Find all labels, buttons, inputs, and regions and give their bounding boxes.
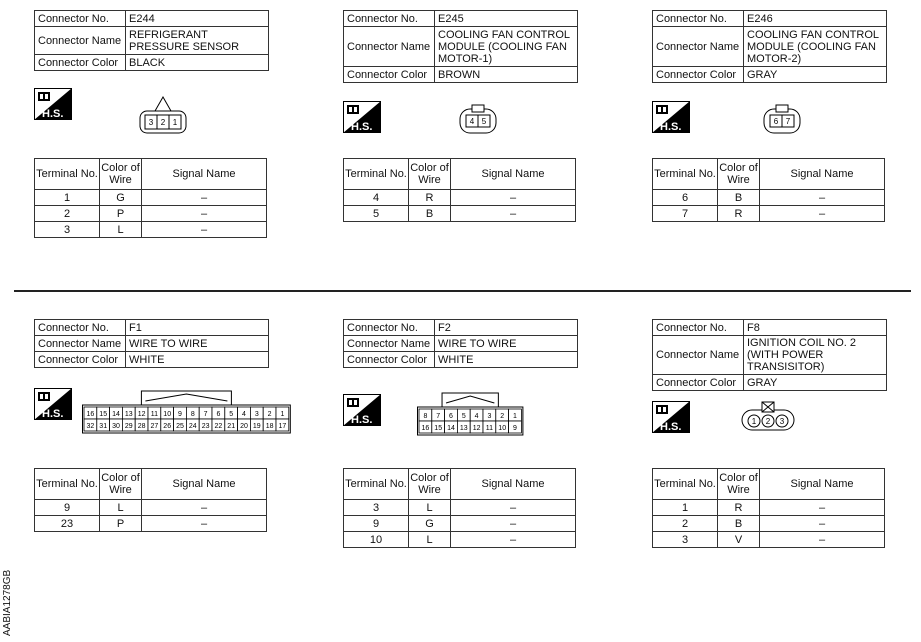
color-of-wire-header: Color of Wire (100, 469, 142, 500)
connector-no-value: F1 (126, 320, 269, 336)
pin-label: 27 (150, 423, 159, 430)
connector-face-e245 (458, 103, 498, 135)
connector-color-label: Connector Color (344, 67, 435, 83)
terminal-block-e244 (34, 158, 267, 238)
pin-label: 12 (137, 411, 146, 418)
terminal-block-f2 (343, 468, 576, 548)
terminal-table (652, 468, 885, 548)
wire-color: P (100, 516, 142, 532)
pin-label: 6 (216, 411, 221, 418)
pin-label: 1 (513, 413, 517, 420)
connector-no-value: E246 (744, 11, 887, 27)
signal-name: – (760, 500, 885, 516)
table-row (35, 206, 267, 222)
terminal-no-header: Terminal No. (35, 159, 100, 190)
signal-name-header: Signal Name (760, 469, 885, 500)
pin-label: 16 (421, 425, 430, 432)
pin-label: 19 (252, 423, 261, 430)
pin-label: 3 (487, 413, 492, 420)
pin-label: 7 (785, 117, 791, 126)
hs-label: H.S. (660, 421, 682, 433)
connector-name-label: Connector Name (344, 336, 435, 352)
table-row (35, 516, 267, 532)
connector-info-table (652, 10, 887, 83)
connector-no-label: Connector No. (344, 11, 435, 27)
connector-color-label: Connector Color (344, 352, 435, 368)
connector-color-value: GRAY (744, 375, 887, 391)
connector-no-value: E245 (435, 11, 578, 27)
color-of-wire-header: Color of Wire (100, 159, 142, 190)
connector-info-table (34, 319, 269, 368)
connector-color-label: Connector Color (35, 55, 126, 71)
hs-label: H.S. (660, 121, 682, 133)
pin-label: 7 (203, 411, 208, 418)
wire-color: P (100, 206, 142, 222)
pin-label: 25 (176, 423, 184, 430)
connector-color-value: GRAY (744, 67, 887, 83)
pin-label: 1 (172, 118, 178, 127)
connector-no-value: F8 (744, 320, 887, 336)
pin-label: 4 (469, 117, 475, 126)
connector-block-e244 (34, 10, 269, 71)
pin-label: 7 (436, 413, 441, 420)
connector-no-label: Connector No. (35, 11, 126, 27)
connector-block-f1 (34, 319, 269, 368)
connector-name-label: Connector Name (653, 336, 744, 375)
connector-name-value: COOLING FAN CONTROL MODULE (COOLING FAN MOTOR-1) (435, 27, 578, 67)
pin-label: 22 (214, 423, 223, 430)
hs-label: H.S. (351, 414, 373, 426)
connector-color-label: Connector Color (35, 352, 126, 368)
pin-label: 30 (112, 423, 120, 430)
signal-name: – (760, 206, 885, 222)
signal-name: – (451, 516, 576, 532)
wire-color: L (409, 500, 451, 516)
pin-label: 14 (447, 425, 455, 432)
connector-face-e244 (138, 95, 188, 135)
connector-face-f1 (82, 387, 292, 435)
terminal-no: 1 (35, 190, 100, 206)
terminal-no: 7 (653, 206, 718, 222)
wire-color: R (409, 190, 451, 206)
color-of-wire-header: Color of Wire (718, 159, 760, 190)
signal-name: – (451, 190, 576, 206)
pin-label: 11 (485, 425, 494, 432)
wire-color: L (100, 500, 142, 516)
pin-label: 31 (99, 423, 108, 430)
terminal-no: 6 (653, 190, 718, 206)
connector-color-value: WHITE (126, 352, 269, 368)
pin-label: 10 (163, 411, 172, 418)
hs-label: H.S. (351, 121, 373, 133)
color-of-wire-header: Color of Wire (409, 159, 451, 190)
terminal-table (34, 158, 267, 238)
pin-label: 1 (751, 417, 757, 426)
table-row (344, 190, 576, 206)
pin-label: 21 (227, 423, 236, 430)
terminal-no: 23 (35, 516, 100, 532)
connector-info-table (343, 10, 578, 83)
pin-label: 23 (201, 423, 210, 430)
connector-block-e246 (652, 10, 887, 83)
terminal-block-f8 (652, 468, 885, 548)
pin-label: 5 (229, 411, 234, 418)
pin-label: 15 (434, 425, 443, 432)
terminal-block-e245 (343, 158, 576, 222)
table-row (35, 222, 267, 238)
pin-label: 4 (474, 413, 479, 420)
terminal-no: 3 (344, 500, 409, 516)
signal-name: – (142, 500, 267, 516)
wire-color: B (409, 206, 451, 222)
signal-name: – (142, 206, 267, 222)
signal-name: – (760, 532, 885, 548)
pin-label: 6 (449, 413, 453, 420)
hs-icon (343, 394, 381, 426)
connector-name-value: REFRIGERANT PRESSURE SENSOR (126, 27, 269, 55)
terminal-no: 2 (653, 516, 718, 532)
connector-name-value: WIRE TO WIRE (126, 336, 269, 352)
signal-name-header: Signal Name (451, 159, 576, 190)
reference-code: AABIA1278GB (2, 569, 13, 636)
connector-no-label: Connector No. (653, 11, 744, 27)
terminal-table (343, 158, 576, 222)
hs-label: H.S. (42, 408, 64, 420)
signal-name: – (760, 516, 885, 532)
color-of-wire-header: Color of Wire (718, 469, 760, 500)
pin-label: 9 (178, 411, 182, 418)
pin-label: 11 (150, 411, 159, 418)
pin-label: 26 (163, 423, 172, 430)
pin-label: 14 (112, 411, 120, 418)
table-row (344, 516, 576, 532)
connector-name-label: Connector Name (344, 27, 435, 67)
connector-face-f2 (417, 389, 527, 437)
table-row (344, 206, 576, 222)
table-row (653, 532, 885, 548)
pin-label: 3 (779, 417, 785, 426)
wire-color: L (100, 222, 142, 238)
table-row (35, 500, 267, 516)
pin-label: 18 (265, 423, 274, 430)
wire-color: L (409, 532, 451, 548)
connector-name-value: IGNITION COIL NO. 2 (WITH POWER TRANSISITOR) (744, 336, 887, 375)
connector-color-label: Connector Color (653, 375, 744, 391)
signal-name: – (760, 190, 885, 206)
table-row (653, 190, 885, 206)
table-row (653, 206, 885, 222)
connector-color-value: BLACK (126, 55, 269, 71)
connector-block-f8 (652, 319, 887, 391)
pin-label: 2 (160, 118, 166, 127)
pin-label: 20 (240, 423, 248, 430)
connector-block-e245 (343, 10, 578, 83)
pin-label: 5 (481, 117, 487, 126)
pin-label: 17 (278, 423, 287, 430)
connector-no-label: Connector No. (653, 320, 744, 336)
hs-icon (34, 388, 72, 420)
hs-icon (343, 101, 381, 133)
table-row (653, 516, 885, 532)
connector-color-label: Connector Color (653, 67, 744, 83)
connector-name-label: Connector Name (653, 27, 744, 67)
signal-name: – (451, 532, 576, 548)
pin-label: 3 (254, 411, 259, 418)
pin-label: 2 (765, 417, 771, 426)
wire-color: B (718, 190, 760, 206)
wire-color: B (718, 516, 760, 532)
terminal-no: 1 (653, 500, 718, 516)
hs-icon (652, 401, 690, 433)
signal-name: – (142, 222, 267, 238)
terminal-no: 3 (35, 222, 100, 238)
signal-name: – (451, 206, 576, 222)
pin-label: 8 (423, 413, 428, 420)
terminal-no-header: Terminal No. (344, 159, 409, 190)
terminal-no: 5 (344, 206, 409, 222)
pin-label: 6 (773, 117, 779, 126)
wire-color: R (718, 206, 760, 222)
table-row (344, 532, 576, 548)
signal-name: – (142, 516, 267, 532)
terminal-no-header: Terminal No. (344, 469, 409, 500)
terminal-no: 3 (653, 532, 718, 548)
connector-no-label: Connector No. (35, 320, 126, 336)
terminal-no-header: Terminal No. (35, 469, 100, 500)
pin-label: 32 (86, 423, 95, 430)
pin-label: 1 (280, 411, 285, 418)
connector-block-f2 (343, 319, 578, 368)
terminal-no: 9 (344, 516, 409, 532)
pin-label: 29 (124, 423, 133, 430)
connector-name-value: COOLING FAN CONTROL MODULE (COOLING FAN MOTOR-2) (744, 27, 887, 67)
pin-label: 28 (137, 423, 146, 430)
connector-no-value: F2 (435, 320, 578, 336)
hs-icon (652, 101, 690, 133)
terminal-no-header: Terminal No. (653, 159, 718, 190)
signal-name: – (142, 190, 267, 206)
pin-label: 3 (148, 118, 154, 127)
terminal-no: 10 (344, 532, 409, 548)
connector-name-label: Connector Name (35, 27, 126, 55)
pin-label: 13 (459, 425, 468, 432)
hs-label: H.S. (42, 108, 64, 120)
connector-info-table (652, 319, 887, 391)
table-row (653, 500, 885, 516)
signal-name-header: Signal Name (142, 469, 267, 500)
connector-name-label: Connector Name (35, 336, 126, 352)
terminal-table (34, 468, 267, 532)
connector-info-table (34, 10, 269, 71)
connector-color-value: WHITE (435, 352, 578, 368)
terminal-block-f1 (34, 468, 267, 532)
signal-name-header: Signal Name (760, 159, 885, 190)
connector-face-e246 (762, 103, 802, 135)
terminal-no: 9 (35, 500, 100, 516)
pin-label: 9 (513, 425, 517, 432)
pin-label: 12 (472, 425, 481, 432)
wire-color: V (718, 532, 760, 548)
pin-label: 24 (188, 423, 197, 430)
color-of-wire-header: Color of Wire (409, 469, 451, 500)
wire-color: G (100, 190, 142, 206)
pin-label: 16 (86, 411, 95, 418)
terminal-no: 2 (35, 206, 100, 222)
terminal-no-header: Terminal No. (653, 469, 718, 500)
pin-label: 15 (99, 411, 108, 418)
connector-color-value: BROWN (435, 67, 578, 83)
terminal-table (343, 468, 576, 548)
wire-color: G (409, 516, 451, 532)
pin-label: 5 (461, 413, 466, 420)
signal-name-header: Signal Name (451, 469, 576, 500)
connector-face-f8 (740, 400, 796, 432)
terminal-block-e246 (652, 158, 885, 222)
signal-name: – (451, 500, 576, 516)
wire-color: R (718, 500, 760, 516)
connector-no-label: Connector No. (344, 320, 435, 336)
connector-name-value: WIRE TO WIRE (435, 336, 578, 352)
pin-label: 10 (498, 425, 507, 432)
section-divider (14, 290, 911, 292)
connector-no-value: E244 (126, 11, 269, 27)
connector-info-table (343, 319, 578, 368)
table-row (344, 500, 576, 516)
pin-label: 13 (124, 411, 133, 418)
pin-label: 4 (242, 411, 246, 418)
pin-label: 2 (267, 411, 272, 418)
pin-label: 8 (190, 411, 195, 418)
hs-icon (34, 88, 72, 120)
pin-label: 2 (500, 413, 505, 420)
terminal-table (652, 158, 885, 222)
signal-name-header: Signal Name (142, 159, 267, 190)
table-row (35, 190, 267, 206)
terminal-no: 4 (344, 190, 409, 206)
